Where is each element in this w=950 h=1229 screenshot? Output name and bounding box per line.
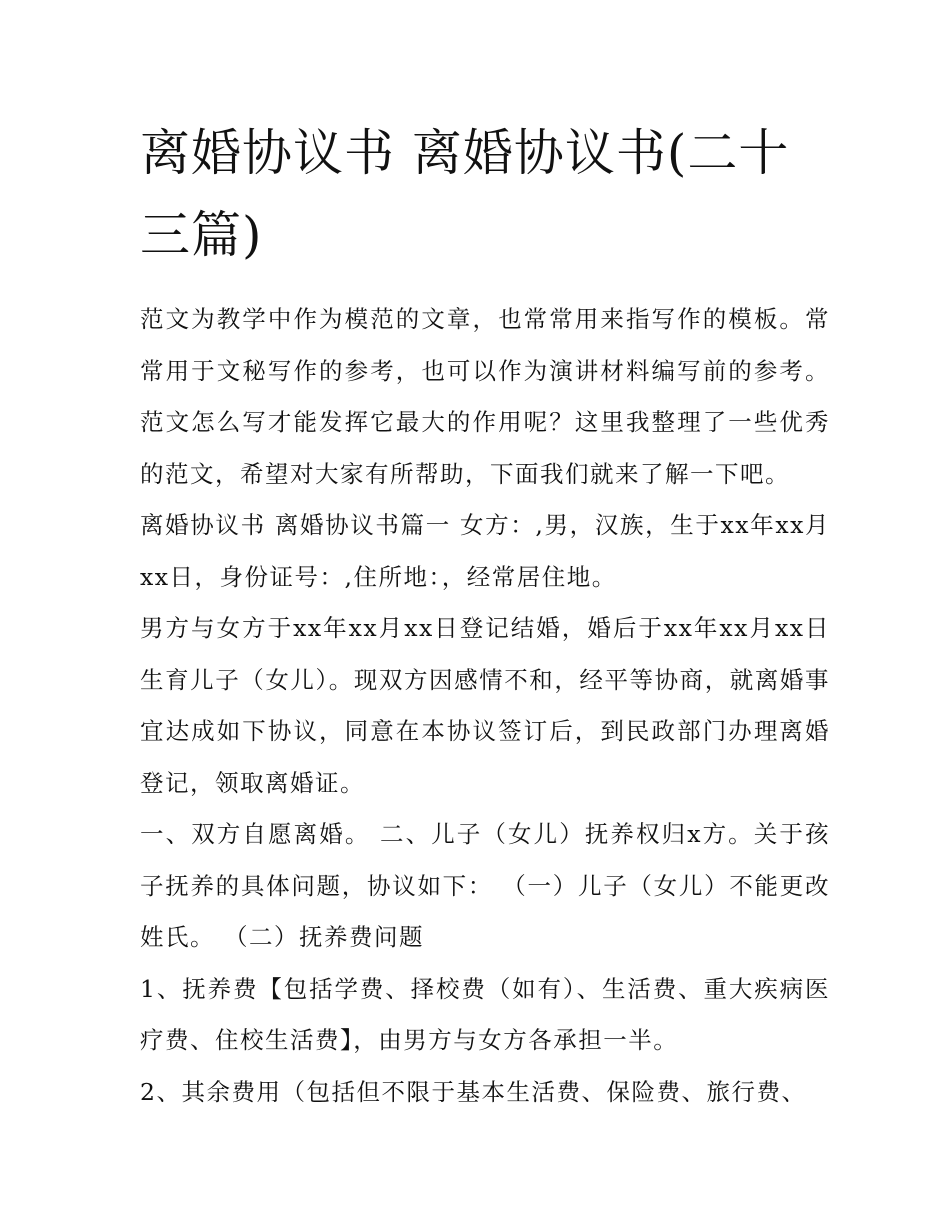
paragraph-custody: 一、双方自愿离婚。 二、儿子（女儿）抚养权归x方。关于孩子抚养的具体问题，协议如下： （一）儿子（女儿）不能更改姓氏。 （二）抚养费问题: [140, 820, 830, 951]
document-body: [140, 112, 830, 1118]
document-title: 离婚协议书 离婚协议书(二十三篇): [140, 124, 790, 264]
paragraph-support-fee-1: 1、抚养费【包括学费、择校费（如有）、生活费、重大疾病医疗费、住校生活费】，由男方与女方各承担一半。: [140, 974, 830, 1054]
paragraph-parties: 离婚协议书 离婚协议书篇一 女方：,男，汉族，生于xx年xx月xx日，身份证号：,住所地：，经常居住地。: [140, 511, 830, 591]
paragraph-intro: 范文为教学中作为模范的文章，也常常用来指写作的模板。常常用于文秘写作的参考，也可以作为演讲材料编写前的参考。范文怎么写才能发挥它最大的作用呢？这里我整理了一些优秀的范文，希望对大家有所帮助，下面我们就来了解一下吧。: [140, 305, 830, 488]
paragraph-support-fee-2: 2、其余费用（包括但不限于基本生活费、保险费、旅行费、: [140, 1077, 807, 1106]
paragraph-marriage-facts: 男方与女方于xx年xx月xx日登记结婚，婚后于xx年xx月xx日生育儿子（女儿）。现双方因感情不和，经平等协商，就离婚事宜达成如下协议，同意在本协议签订后，到民政部门办理离婚登记，领取离婚证。: [140, 614, 830, 797]
